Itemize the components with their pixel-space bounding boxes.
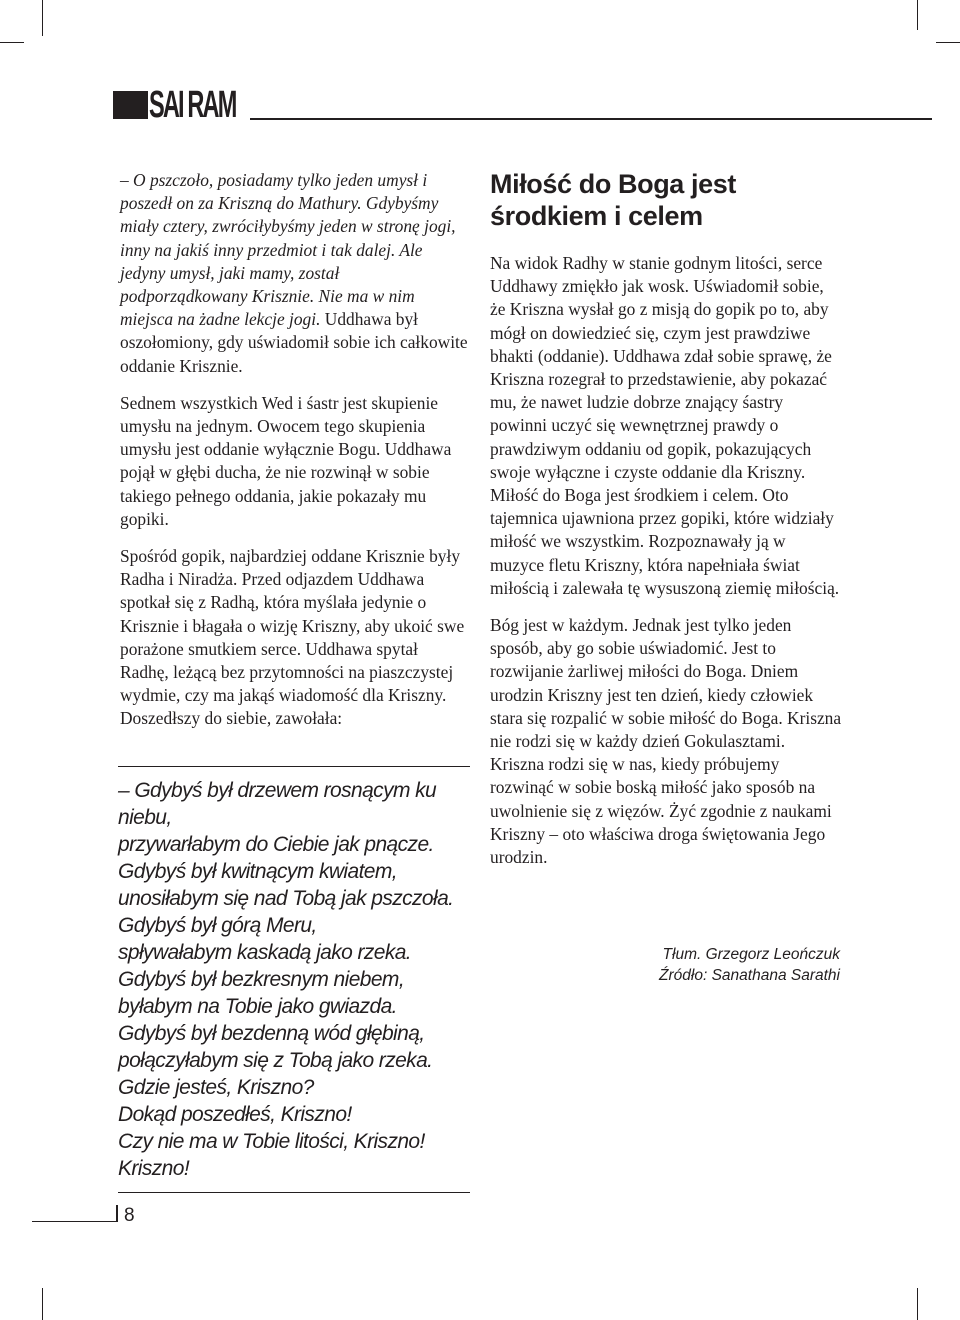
poem-top-rule (118, 766, 470, 767)
crop-mark-bottom-right (917, 1288, 918, 1320)
gopika-quote: – O pszczoło, posiadamy tylko jeden umysł i poszedł on za Kriszną do Mathury. Gdybyśmy miały cztery, zwróciłybyśmy jeden w stronę jogi, inny na jakiś inny przedmiot i tak dalej. Ale jedyny umysł, jaki mamy, został podporządkowany Krisznie. Nie ma w nim miejsca na żadne lekcje jogi. (120, 170, 456, 330)
poem-line: – Gdybyś był drzewem rosnącym ku niebu, (118, 779, 437, 829)
translator-credit: Tłum. Grzegorz Leończuk (662, 946, 840, 963)
poem-line: Gdybyś był bezdenną wód głębiną, (118, 1022, 425, 1045)
poem-line: unosiłabym się nad Tobą jak pszczoła. (118, 887, 454, 910)
crop-mark-top-right-h (936, 42, 960, 43)
opening-paragraph (120, 169, 470, 378)
poem-line: Czy nie ma w Tobie litości, Kriszno! (118, 1130, 425, 1153)
paragraph-uddhawa-insight: Na widok Radhy w stanie godnym litości, serce Uddhawy zmiękło jak wosk. Uświadomił sobie, że Kriszna wysłał go z misją do gopik po to, aby mógł on dowiedzieć się, czym jest prawdziwe bhakti (oddanie). Uddhawa zdał sobie sprawę, że Kriszna rozegrał to przedstawienie, aby pokazać mu, że nawet ludzie dobrze znający śastry powinni uczyć się wewnętrznej prawdy o prawdziwym oddaniu od gopik, pokazujących swoje wyłączne i czyste oddanie dla Kriszny. Miłość do Boga jest środkiem i celem. Oto tajemnica ujawniona przez gopiki, które widziały miłość we wszystkim. Rozpoznawały ją w muzyce fletu Kriszny, która napełniała świat miłością i zalewała tę wysuszoną ziemię miłością. (490, 253, 840, 598)
poem-line: Kriszno! (118, 1157, 190, 1180)
poem-box (118, 766, 470, 1193)
page-number: 8 (124, 1205, 135, 1226)
header-block (113, 91, 148, 119)
poem-line: Gdybyś był górą Meru, (118, 914, 317, 937)
section-heading: Miłość do Boga jest środkiem i celem (490, 169, 736, 231)
header-rule (250, 118, 932, 120)
paragraph-radha: Spośród gopik, najbardziej oddane Krisznie były Radha i Niradża. Przed odjazdem Uddhawa spotkał się z Radhą, która myślała jedynie o Krisznie i błagała o wizję Kriszny, aby ukoić swe porażone smutkiem serce. Uddhawa spytał Radhę, leżącą bez przytomności na piaszczystej wydmie, czy ma jakąś wiadomość dla Kriszny. Doszedłszy do siebie, zawołała: (120, 546, 465, 729)
right-column (490, 252, 842, 869)
crop-mark-top-left (42, 0, 43, 36)
crop-mark-top-right (917, 0, 918, 30)
left-column (120, 169, 470, 731)
paragraph-wedy: Sednem wszystkich Wed i śastr jest skupienie umysłu na jednym. Owocem tego skupienia umysłu jest oddanie wyłącznie Bogu. Uddhawa pojął w głębi ducha, że nie rozwinął w sobie takiego pełnego oddania, jakie pokazały mu gopiki. (120, 392, 452, 529)
poem (118, 777, 470, 1182)
poem-line: Gdybyś był kwitnącym kwiatem, (118, 860, 398, 883)
poem-line: przywarłabym do Ciebie jak pnącze. (118, 833, 434, 856)
footer-tick (116, 1205, 118, 1222)
uddhawa-reaction: Uddhawa był oszołomiony, gdy uświadomił sobie ich całkowite oddanie Krisznie. (120, 309, 468, 376)
credits (540, 944, 840, 986)
source-credit: Źródło: Sanathana Sarathi (659, 967, 840, 984)
poem-line: Gdybyś był bezkresnym niebem, (118, 968, 405, 991)
poem-line: byłabym na Tobie jako gwiazda. (118, 995, 397, 1018)
footer-rule (32, 1221, 116, 1222)
poem-line: Gdzie jesteś, Kriszno? (118, 1076, 314, 1099)
poem-line: spływałabym kaskadą jako rzeka. (118, 941, 412, 964)
crop-mark-top-left-h (0, 42, 24, 43)
poem-line: Dokąd poszedłeś, Kriszno! (118, 1103, 352, 1126)
crop-mark-bottom-left (42, 1288, 43, 1320)
paragraph-god-in-everyone: Bóg jest w każdym. Jednak jest tylko jeden sposób, aby go sobie uświadomić. Jest to rozwijanie żarliwej miłości do Boga. Dniem urodzin Kriszny jest ten dzień, kiedy człowiek stara się rozpalić w sobie miłość do Boga. Kriszna nie rodzi się w każdy dzień Gokulasztami. Kriszna rodzi się w nas, kiedy próbujemy rozwinąć w sobie boską miłość jako sposób na uwolnienie się z więzów. Żyć zgodnie z naukami Kriszny – oto właściwa droga świętowania Jego urodzin. (490, 615, 842, 868)
magazine-logo: SAI RAM (149, 84, 236, 126)
poem-bottom-rule (118, 1192, 470, 1193)
poem-line: połączyłabym się z Tobą jako rzeka. (118, 1049, 433, 1072)
